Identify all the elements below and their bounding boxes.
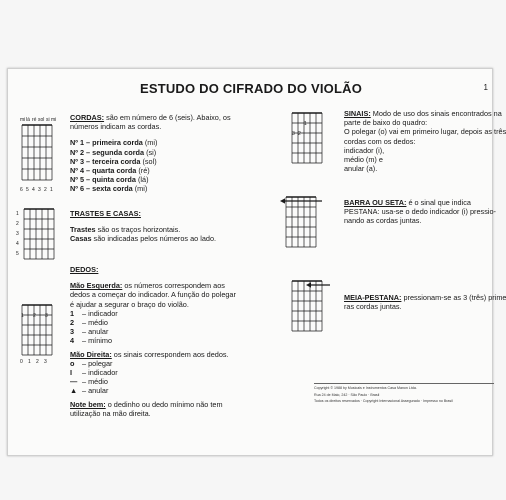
string-number-label: 1: [50, 187, 53, 193]
copyright-line: Copyright © 1988 by Musicais e Instrumentos Casa Manon Ltda.: [314, 386, 417, 390]
fretboard-grid: [286, 197, 316, 247]
trastes-section: [70, 209, 270, 244]
fret-number-label: 5: [16, 251, 19, 257]
half-barre-arrowhead: [306, 282, 311, 287]
string-number-label: 6: [20, 187, 23, 193]
finger-number-label: 2: [33, 313, 36, 319]
string-list-item: Nº 6 – sexta corda (mi): [70, 184, 148, 194]
string-number-label: 3: [38, 187, 41, 193]
string-list-item: Nº 5 – quinta corda (lá): [70, 175, 149, 185]
dedos-section: DEDOS: Mão Esquerda: os números correspondem aos dedos a começar do indicador. A função do polegar é ajudar a segurar o braço do violão. 1 – indicador 2 – médio 3 – anular 4 – mínimo Mão Direita: os sinais correspondem aos dedos. o – polegar I – indicador — – médio ▲ – anular Note bem: o dedinho ou dedo mínimo não tem utilização na mão direita.: [70, 265, 252, 418]
finger-number-label: 0: [20, 359, 23, 365]
barre-arrowhead: [280, 198, 285, 203]
string-name-label: sol: [38, 117, 45, 123]
string-list-item: Nº 1 – primeira corda (mi): [70, 138, 158, 148]
casas-definition: são indicadas pelos números ao lado.: [91, 234, 217, 244]
finger-list-item: 2 – médio: [70, 318, 108, 328]
finger-number-label: 1: [304, 121, 307, 127]
cordas-section: [70, 113, 270, 194]
finger-list-item: 4 – mínimo: [70, 336, 113, 346]
fretboard-grid: [292, 281, 322, 331]
finger-number-label: 2: [36, 359, 39, 365]
fret-number-label: 3: [16, 231, 19, 237]
finger-list-item: 3 – anular: [70, 327, 109, 337]
string-name-label: mi: [20, 117, 26, 123]
left-hand-label: Mão Esquerda:: [70, 281, 123, 291]
trastes-heading: TRASTES E CASAS:: [70, 209, 141, 218]
cordas-heading: CORDAS:: [70, 113, 105, 122]
cordas-intro-line: números indicam as cordas.: [70, 122, 162, 132]
fret-number-label: 4: [16, 241, 19, 247]
songbook-page: [7, 68, 506, 456]
strings-chord-diagram: [16, 117, 57, 193]
page-title: ESTUDO DO CIFRADO DO VIOLÃO: [139, 81, 363, 96]
finger-list-item: o – polegar: [70, 358, 113, 368]
fretboard-grid: [292, 113, 322, 163]
fretboard-grid: [24, 209, 54, 259]
finger-list-item: 1 – indicador: [70, 308, 118, 318]
cordas-intro-line: são em número de 6 (seis). Abaixo, os: [106, 113, 231, 122]
string-name-label: lá: [26, 117, 30, 123]
finger-list-item: ▲ – anular: [70, 386, 109, 396]
finger-list-item: — – médio: [70, 377, 108, 387]
sinais-heading: SINAIS:: [344, 109, 371, 118]
note-label: Note bem:: [70, 399, 106, 409]
string-name-label: si: [46, 117, 50, 123]
trastes-term: Trastes: [70, 225, 96, 235]
copyright-line: Rua 24 de Maio, 242 · São Paulo · Brasil: [314, 392, 380, 397]
string-number-label: 4: [32, 187, 35, 193]
dedos-heading: DEDOS:: [70, 265, 99, 274]
string-name-label: ré: [32, 117, 37, 123]
fret-number-label: 2: [16, 221, 19, 227]
finger-number-label: 3: [45, 313, 48, 319]
string-list-item: Nº 3 – terceira corda (sol): [70, 156, 157, 166]
string-number-label: 2: [44, 187, 47, 193]
finger-number-label: 3: [44, 359, 47, 365]
fret-number-label: 1: [16, 211, 19, 217]
page-number: 1: [483, 83, 488, 92]
sinais-section: SINAIS: Modo de uso dos sinais encontrados na parte de baixo do quadro: O polegar (o) vai em primeiro lugar, depois as três cordas com os dedos: indicador (i), médio (m) e anular (a).: [344, 109, 506, 174]
string-number-label: 5: [26, 187, 29, 193]
barra-heading: BARRA OU SETA:: [344, 198, 407, 207]
finger-number-label: 1: [21, 313, 24, 319]
fingers-chord-diagram: [16, 303, 56, 367]
frets-chord-diagram: [16, 207, 56, 269]
copyright-line: Todos os direitos reservados · Copyright Internacional Assegurado · Impresso no Brasil: [314, 399, 453, 403]
fretboard-grid: [22, 125, 52, 180]
finger-number-label: 2: [298, 131, 301, 137]
meia-pestana-section: MEIA-PESTANA: pressionam-se as 3 (três) prime ras cordas juntas.: [344, 293, 506, 312]
barre-chord-diagram: [280, 195, 326, 247]
string-list-item: Nº 2 – segunda corda (si): [70, 147, 157, 157]
trastes-definition: são os traços horizontais.: [95, 225, 181, 235]
string-name-label: mi: [51, 117, 57, 123]
finger-number-label: 1: [28, 359, 31, 365]
copyright-notice: [314, 381, 494, 405]
right-hand-label: Mão Direita:: [70, 349, 112, 359]
half-barre-chord-diagram: [286, 279, 332, 331]
meia-pestana-heading: MEIA-PESTANA:: [344, 293, 402, 302]
finger-number-label: 3: [292, 131, 295, 137]
finger-list-item: I – indicador: [70, 368, 118, 378]
signals-chord-diagram: [286, 111, 326, 173]
barra-section: BARRA OU SETA: é o sinal que indica PESTANA: usa-se o dedo indicador (i) pressio- nando as cordas juntas.: [344, 198, 496, 226]
string-list-item: Nº 4 – quarta corda (ré): [70, 166, 150, 176]
casas-term: Casas: [70, 234, 92, 244]
